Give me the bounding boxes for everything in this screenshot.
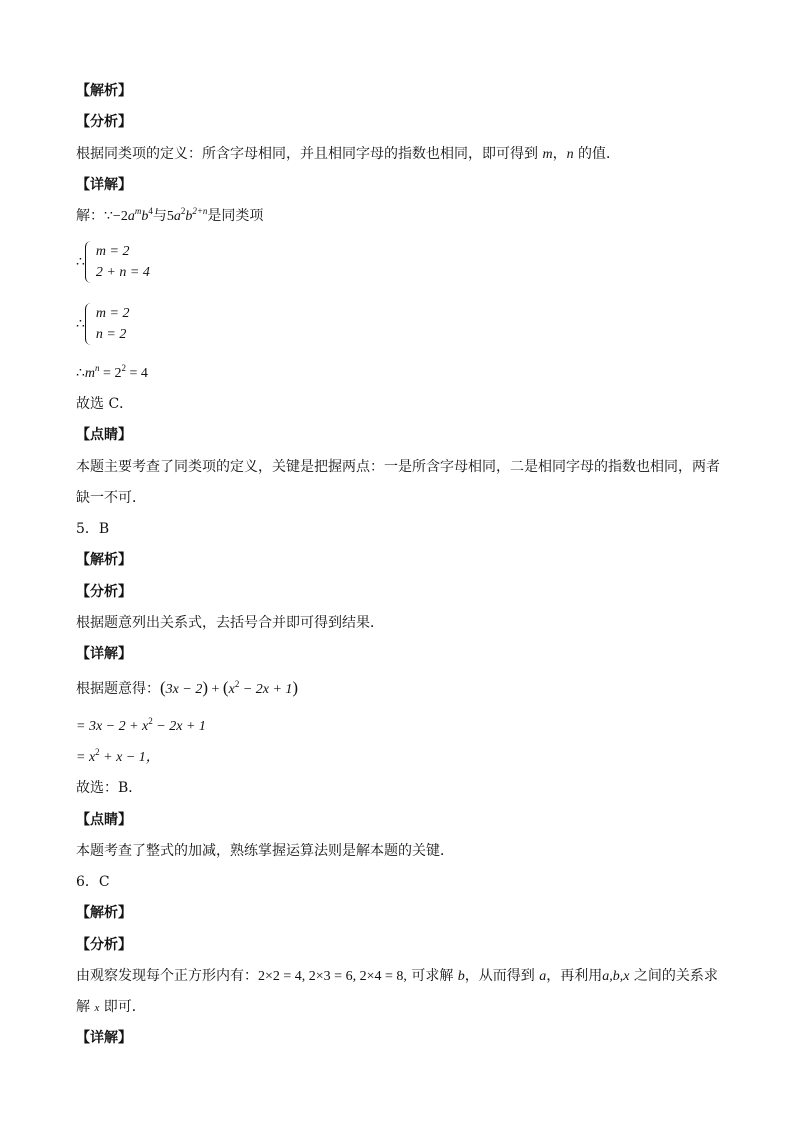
q5-line-3: = $x^2 + x - 1$， — [76, 747, 160, 765]
q5-line-1: 根据题意得：$(3x - 2) + (x^2 - 2x + 1)$ — [76, 678, 299, 697]
equation-system-1: ∴ m = 2 2 + n = 4 — [76, 241, 150, 283]
question-5-number: 5．B — [76, 521, 110, 537]
final-computation: $\therefore m^n = 2^2 = 4$ — [76, 363, 148, 381]
heading-jiexi: 【解析】 — [76, 83, 132, 99]
q5-dianjing-text: 本题考查了整式的加减，熟练掌握运算法则是解本题的关键． — [76, 843, 454, 859]
therefore-symbol: ∴ — [76, 254, 85, 270]
brace-icon — [85, 303, 92, 345]
q6-heading-xiangjie: 【详解】 — [76, 1030, 132, 1046]
q5-heading-jiexi: 【解析】 — [76, 552, 132, 568]
q6-fenxi-line-1: 由观察发现每个正方形内有：2×2 = 4, 2×3 = 6, 2×4 = 8, 可求解 b，从而得到 a，再利用a,b,x 之间的关系求 — [76, 968, 718, 984]
q6-fenxi-line-2: 解 x 即可． — [76, 999, 146, 1015]
q6-heading-jiexi: 【解析】 — [76, 905, 132, 921]
therefore-symbol: ∴ — [76, 316, 85, 332]
dianjing-text-1: 本题主要考查了同类项的定义，关键是把握两点：一是所含字母相同，二是相同字母的指数也相同，两者 — [76, 459, 720, 475]
brace-icon — [85, 241, 92, 283]
q5-heading-dianjing: 【点睛】 — [76, 812, 132, 828]
q5-heading-fenxi: 【分析】 — [76, 584, 132, 600]
q5-fenxi-text: 根据题意列出关系式，去括号合并即可得到结果． — [76, 615, 384, 631]
q5-heading-xiangjie: 【详解】 — [76, 646, 132, 662]
question-6-number: 6．C — [76, 874, 110, 890]
q5-line-2: = $3x - 2 + x^2 - 2x + 1$ — [76, 716, 206, 734]
heading-xiangjie: 【详解】 — [76, 177, 132, 193]
heading-fenxi: 【分析】 — [76, 114, 132, 130]
answer-line: 故选 C． — [76, 396, 134, 412]
solution-premise: 解：$\because-2a^mb^4$与$5a^2b^{2+n}$是同类项 — [76, 206, 264, 224]
q5-answer: 故选：B． — [76, 780, 143, 796]
equation-system-2: ∴ m = 2 n = 2 — [76, 303, 129, 345]
fenxi-text: 根据同类项的定义：所含字母相同，并且相同字母的指数也相同，即可得到 m，n 的值． — [76, 146, 621, 162]
dianjing-text-2: 缺一不可． — [76, 490, 146, 506]
heading-dianjing: 【点睛】 — [76, 427, 132, 443]
q6-heading-fenxi: 【分析】 — [76, 937, 132, 953]
